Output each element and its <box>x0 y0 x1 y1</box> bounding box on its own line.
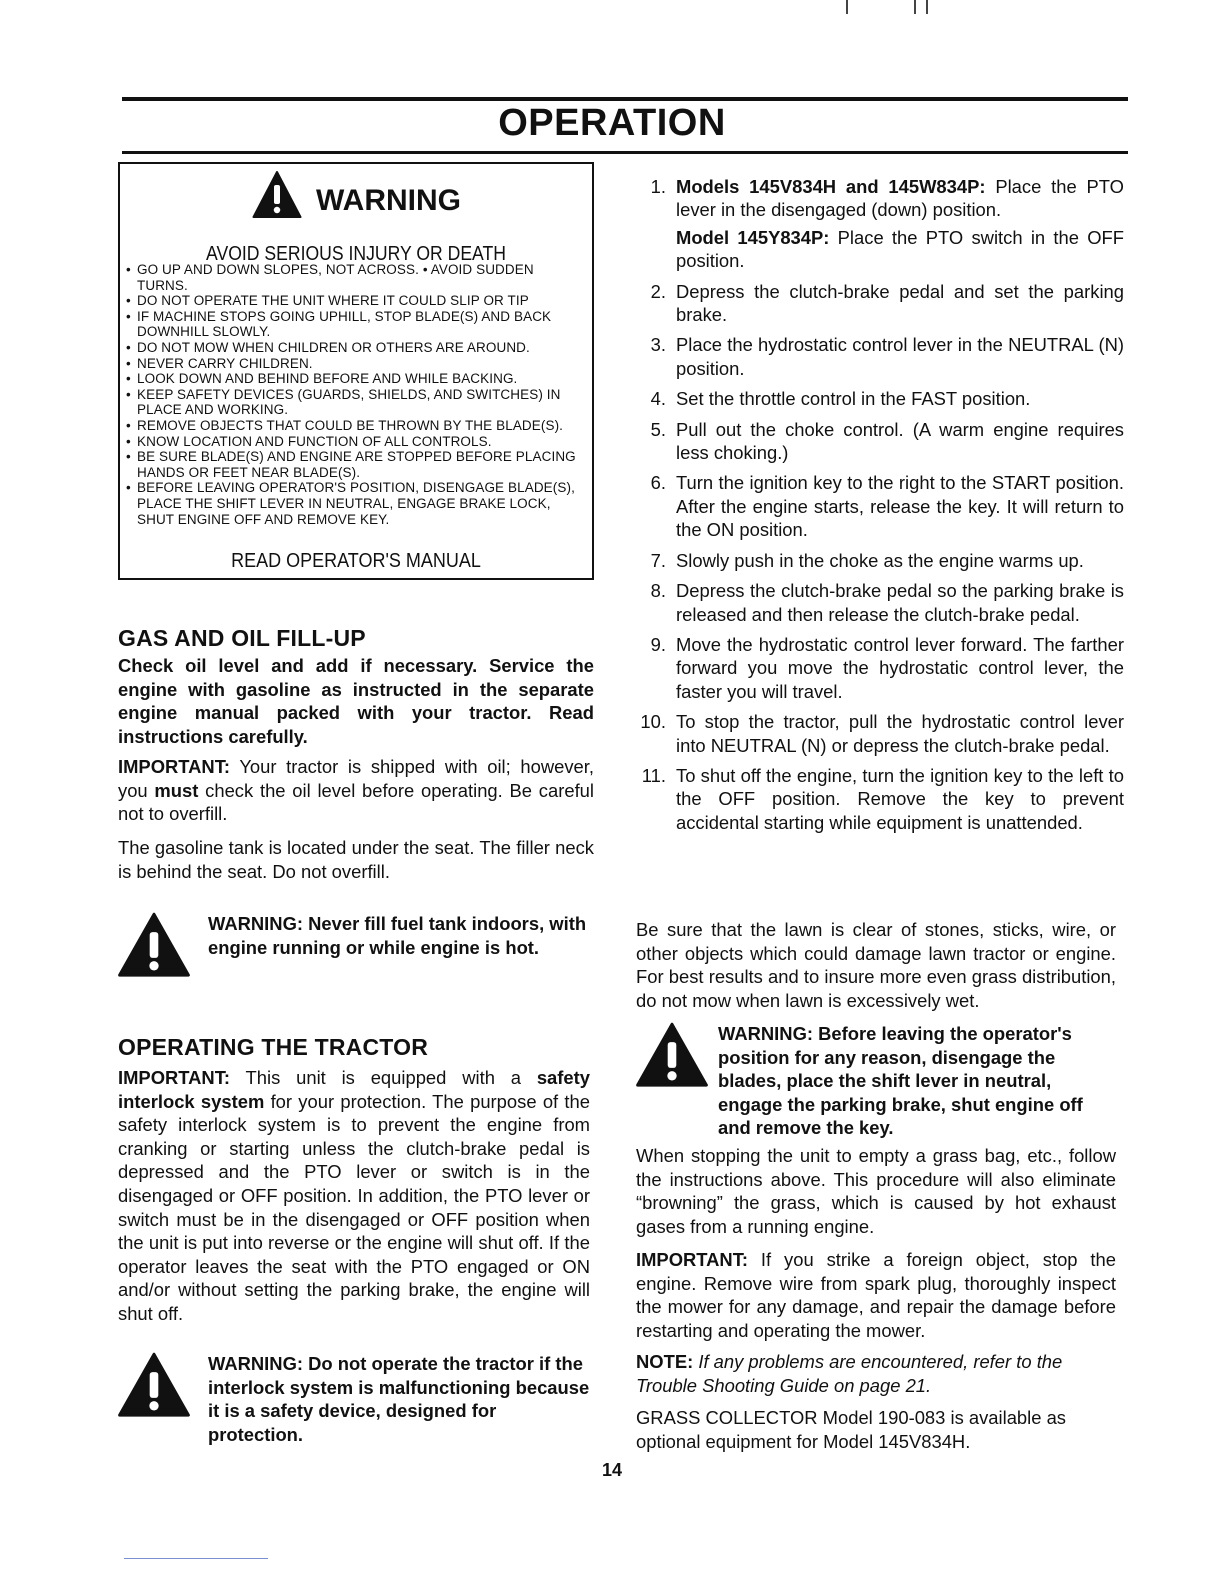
operating-text-2: for your protection. The purpose of the safety interlock system is to prevent the engine from cranking or starting unless the clutch-brake pedal is depressed and the PTO lever or switch is in the disengaged or OFF position. In addition, the PTO lever or switch must be in the disengaged or OFF position when the unit is put into reverse or the engine will shut off. If the operator leaves the seat with the PTO engaged or ON and/or without setting the parking brake, the engine will shut off. <box>118 1090 590 1324</box>
operating-heading: OPERATING THE TRACTOR <box>118 1034 429 1060</box>
warning-heading-text: WARNING <box>316 184 461 217</box>
step-item <box>630 280 1124 327</box>
warning-list-item: • DO NOT OPERATE THE UNIT WHERE IT COULD SLIP OR TIP <box>126 293 588 309</box>
scan-mark <box>914 0 916 14</box>
important-text-b: check the oil level before operating. Be careful not to overfill. <box>118 779 594 825</box>
warning-box-heading <box>252 170 461 220</box>
step-number: 1. <box>650 176 666 197</box>
safety-interlock-text: safety interlock system <box>118 1067 590 1112</box>
leaving-warning <box>636 1022 1116 1140</box>
step-text: Depress the clutch-brake pedal so the parking brake is released and then release the clutch-brake pedal. <box>676 580 1124 625</box>
warning-list-item: • KEEP SAFETY DEVICES (GUARDS, SHIELDS, AND SWITCHES) IN PLACE AND WORKING. <box>126 387 588 418</box>
step-text: Slowly push in the choke as the engine warms up. <box>676 549 1084 571</box>
step-number: 5. <box>650 418 666 440</box>
warning-list <box>126 262 588 527</box>
page-number: 14 <box>601 1460 623 1480</box>
step-number: 11. <box>641 764 666 786</box>
important-label: IMPORTANT: <box>118 1067 231 1088</box>
note-body: If any problems are encountered, refer to the Trouble Shooting Guide on page 21. <box>636 1351 1063 1396</box>
step-number: 10. <box>640 711 666 733</box>
step-text: Place the PTO lever in the disengaged (down) position. <box>676 176 1124 221</box>
grass-collector-text: GRASS COLLECTOR Model 190-083 is available as optional equipment for Model 145V834H. <box>636 1407 1066 1452</box>
step-text: Set the throttle control in the FAST position. <box>676 388 1031 410</box>
step-number: 7. <box>650 549 666 571</box>
step-text: Place the hydrostatic control lever in the NEUTRAL (N) position. <box>676 334 1124 379</box>
step-number: 3. <box>650 334 666 356</box>
step-text: Move the hydrostatic control lever forward. The farther forward you move the hydrostatic control lever, the faster you will travel. <box>676 633 1124 702</box>
operating-important <box>118 1066 590 1326</box>
step-number: 2. <box>650 280 666 302</box>
interlock-warning-text: WARNING: Do not operate the tractor if the interlock system is malfunctioning because it is a safety device, designed for protection. <box>208 1353 590 1445</box>
step-text: Place the PTO switch in the OFF position. <box>676 226 1124 272</box>
step-item <box>630 633 1124 703</box>
step-model-label: Model 145Y834P: <box>676 226 830 248</box>
warning-subheading: AVOID SERIOUS INJURY OR DEATH <box>206 243 506 265</box>
important-label: IMPORTANT: <box>118 756 231 777</box>
warning-list-item: • DO NOT MOW WHEN CHILDREN OR OTHERS ARE AROUND. <box>126 340 588 356</box>
step-text: To stop the tractor, pull the hydrostatic control lever into NEUTRAL (N) or depress the clutch-brake pedal. <box>676 711 1124 756</box>
warning-list-item: • KNOW LOCATION AND FUNCTION OF ALL CONTROLS. <box>126 434 588 450</box>
stopping-text: When stopping the unit to empty a grass bag, etc., follow the instructions above. This procedure will also eliminate “browning” the grass, which is caused by hot exhaust gases from a running engine. <box>636 1145 1116 1237</box>
note-label: NOTE: <box>636 1351 694 1372</box>
warning-list-item: • BE SURE BLADE(S) AND ENGINE ARE STOPPED BEFORE PLACING HANDS OR FEET NEAR BLADE(S). <box>126 449 588 480</box>
leaving-warning-text: WARNING: Before leaving the operator's position for any reason, disengage the blades, place the shift lever in neutral, engage the parking brake, shut engine off and remove the key. <box>718 1023 1083 1139</box>
lawn-note: Be sure that the lawn is clear of stones, sticks, wire, or other objects which could damage lawn tractor or engine. For best results and to insure more even grass distribution, do not mow when lawn is excessively wet. <box>636 919 1116 1011</box>
warning-footer: READ OPERATOR'S MANUAL <box>231 550 481 572</box>
scan-mark <box>926 0 928 14</box>
start-steps-list <box>630 175 1124 841</box>
step-number: 9. <box>650 633 666 655</box>
gas-oil-important <box>118 755 594 826</box>
warning-list-item: • IF MACHINE STOPS GOING UPHILL, STOP BLADE(S) AND BACK DOWNHILL SLOWLY. <box>126 309 588 340</box>
step-number: 4. <box>650 388 666 410</box>
step-text: Pull out the choke control. (A warm engine requires less choking.) <box>676 418 1124 464</box>
step-item <box>630 549 1124 572</box>
header-rule-bottom <box>122 151 1128 154</box>
step-item <box>630 764 1124 834</box>
gas-oil-heading: GAS AND OIL FILL-UP <box>118 625 366 651</box>
warning-list-item: • LOOK DOWN AND BEHIND BEFORE AND WHILE BACKING. <box>126 371 588 387</box>
warning-list-item: • BEFORE LEAVING OPERATOR'S POSITION, DISENGAGE BLADE(S), PLACE THE SHIFT LEVER IN NEUTRAL, ENGAGE BRAKE LOCK, SHUT ENGINE OFF AND REMOVE KEY. <box>126 480 588 527</box>
header-rule-top <box>122 97 1128 101</box>
gas-oil-intro: Check oil level and add if necessary. Service the engine with gasoline as instructed in the separate engine manual packed with your tractor. Read instructions carefully. <box>118 655 594 747</box>
warning-list-item: • GO UP AND DOWN SLOPES, NOT ACROSS. • AVOID SUDDEN TURNS. <box>126 262 588 293</box>
warning-triangle-icon <box>252 170 302 220</box>
warning-triangle-icon <box>118 912 190 978</box>
warning-triangle-icon <box>118 1352 190 1418</box>
step-item <box>630 333 1124 380</box>
scan-mark <box>846 0 848 14</box>
step-item <box>630 471 1124 541</box>
footer-line <box>124 1558 268 1559</box>
step-item <box>630 710 1124 757</box>
important-label: IMPORTANT: <box>636 1249 749 1270</box>
foreign-object-important <box>636 1248 1116 1342</box>
step-number: 6. <box>650 472 666 494</box>
gas-tank-text: The gasoline tank is located under the seat. The filler neck is behind the seat. Do not overfill. <box>118 837 594 882</box>
foreign-object-text: If you strike a foreign object, stop the engine. Remove wire from spark plug, thoroughly inspect the mower for any damage, and repair the damage before restarting and operating the mower. <box>636 1249 1116 1341</box>
step-number: 8. <box>650 580 666 602</box>
warning-list-item: • REMOVE OBJECTS THAT COULD BE THROWN BY THE BLADE(S). <box>126 418 588 434</box>
warning-list-item: • NEVER CARRY CHILDREN. <box>126 356 588 372</box>
interlock-warning <box>118 1352 590 1446</box>
step-item <box>630 175 1124 273</box>
fuel-warning <box>118 912 594 978</box>
warning-triangle-icon <box>636 1022 708 1088</box>
important-text-a: Your tractor is shipped with oil; however, you <box>118 756 594 801</box>
step-text: Depress the clutch-brake pedal and set the parking brake. <box>676 280 1124 326</box>
step-item <box>630 387 1124 410</box>
note-text <box>636 1350 1116 1397</box>
step-item <box>630 418 1124 465</box>
page-title: OPERATION <box>498 102 726 144</box>
step-text: To shut off the engine, turn the ignition key to the left to the OFF position. Remove the key to prevent accidental starting while equipment is unattended. <box>676 764 1124 833</box>
important-must: must <box>154 779 199 801</box>
step-model-label: Models 145V834H and 145W834P: <box>676 176 986 197</box>
fuel-warning-text: WARNING: Never fill fuel tank indoors, with engine running or while engine is hot. <box>208 913 587 958</box>
step-text: Turn the ignition key to the right to the START position. After the engine starts, release the key. It will return to the ON position. <box>676 472 1124 541</box>
step-sub-paragraph <box>676 226 1124 273</box>
step-item <box>630 579 1124 626</box>
operating-text-1: This unit is equipped with a <box>230 1067 537 1088</box>
